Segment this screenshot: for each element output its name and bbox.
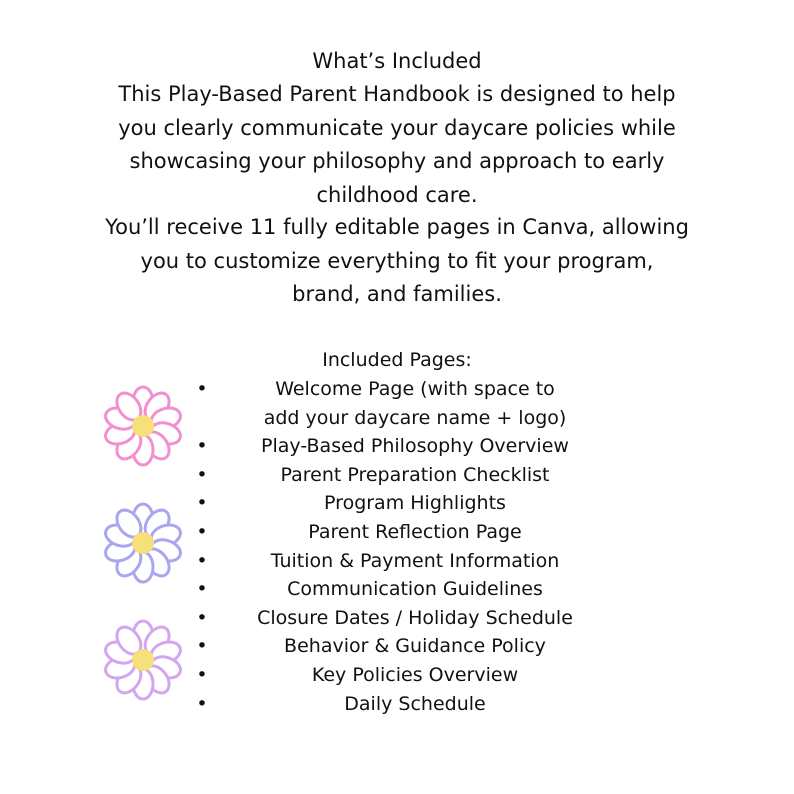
- receive-line: brand, and families.: [292, 282, 502, 306]
- lilac-daisy-icon: [100, 617, 186, 703]
- list-item-text: Parent Reflection Page: [308, 520, 522, 543]
- bullet: •: [196, 692, 208, 715]
- intro-line: childhood care.: [316, 182, 478, 207]
- flower-center: [132, 649, 154, 671]
- intro-line: This Play-Based Parent Handbook is designed to help: [118, 82, 676, 106]
- list-item-text: Communication Guidelines: [287, 578, 543, 601]
- bullet: •: [196, 635, 208, 658]
- list-item-text: Program Highlights: [324, 492, 506, 515]
- bullet: •: [196, 435, 208, 458]
- receive-paragraph: [0, 211, 794, 312]
- intro-line: you clearly communicate your daycare policies while: [118, 115, 676, 140]
- list-item-text: Welcome Page (with space to: [275, 378, 555, 400]
- list-item-text: Closure Dates / Holiday Schedule: [257, 606, 573, 629]
- bullet: •: [196, 378, 208, 400]
- bullet: •: [196, 463, 208, 486]
- bullet: •: [196, 606, 208, 629]
- list-item-text: Tuition & Payment Information: [270, 549, 560, 572]
- list-item-text: Behavior & Guidance Policy: [284, 635, 546, 658]
- included-pages-title: Included Pages:: [322, 349, 472, 371]
- list-item-text: add your daycare name + logo): [263, 406, 567, 429]
- bullet: •: [196, 578, 208, 601]
- flower-center: [132, 415, 154, 437]
- section-heading: What’s Included: [312, 49, 482, 73]
- list-item-text: Parent Preparation Checklist: [280, 463, 550, 486]
- bullet: •: [196, 520, 208, 543]
- bullet: •: [196, 549, 208, 572]
- receive-line: you to customize everything to fit your program,: [140, 248, 654, 273]
- intro-paragraph: [0, 78, 794, 212]
- pink-daisy-icon: [100, 383, 186, 469]
- receive-line: You’ll receive 11 fully editable pages in Canva, allowing: [105, 215, 689, 239]
- intro-line: showcasing your philosophy and approach to early: [129, 149, 665, 173]
- list-item-text: Key Policies Overview: [311, 663, 519, 686]
- list-item-text: Play-Based Philosophy Overview: [261, 435, 569, 458]
- flower-center: [132, 532, 154, 554]
- bullet: •: [196, 663, 208, 686]
- bullet: •: [196, 492, 208, 515]
- list-item-text: Daily Schedule: [344, 692, 486, 715]
- lavender-daisy-icon: [100, 500, 186, 586]
